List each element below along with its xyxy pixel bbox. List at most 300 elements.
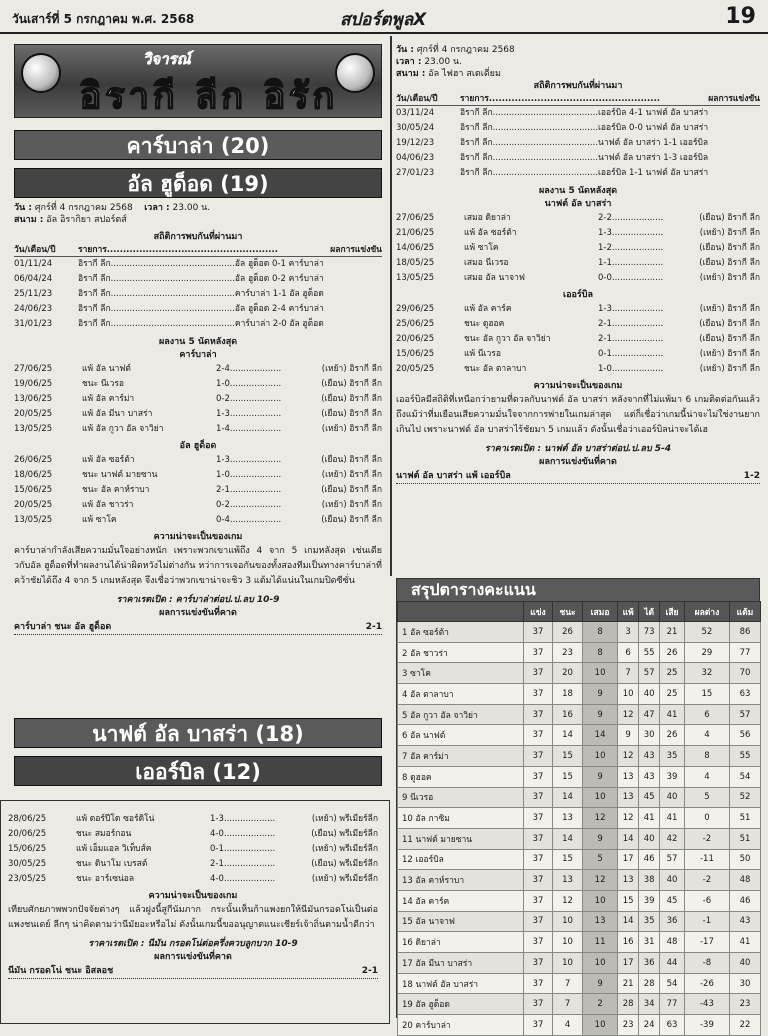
form-venue: (เหย้า) อิรากี ลีก <box>699 349 760 359</box>
h2h-result: อิรากี ลีก.......................................เออร์บิล 1-1 นาฟต์ อัล บาสร่า <box>460 168 709 178</box>
standings-cell: 12 <box>618 746 639 767</box>
match-date-time: วัน : ศุกร์ที่ 4 กรกฎาคม 2568 เวลา : 23.00 น. <box>14 203 211 213</box>
form-row <box>14 407 382 422</box>
standings-cell: 70 <box>729 663 760 684</box>
standings-cell: 9 <box>583 704 618 725</box>
form-opponent: แพ้ อัล นาฟต์ <box>82 364 131 374</box>
form-row <box>396 241 760 256</box>
standings-cell: 47 <box>639 704 660 725</box>
h2h-date: 30/05/24 <box>396 123 435 133</box>
form-venue: (เหย้า) อิรากี ลีก <box>321 364 382 374</box>
standings-cell: 73 <box>639 622 660 643</box>
standings-cell: 15 <box>618 890 639 911</box>
standings-cell: -2 <box>684 870 729 891</box>
form-date: 26/06/25 <box>14 455 53 465</box>
standings-cell: 25 <box>660 684 685 705</box>
issue-date: วันเสาร์ที่ 5 กรกฎาคม พ.ศ. 2568 <box>12 12 195 26</box>
standings-cell: 52 <box>684 622 729 643</box>
form-score: 0-1................... <box>210 844 276 854</box>
standings-col-header: เสมอ <box>583 602 618 622</box>
standings-row <box>398 725 761 746</box>
opening-odds: ราคาเรตเปิด : คาร์บาล่าต่อป.ป.ลบ 10-9 <box>116 595 280 605</box>
standings-cell: 7 <box>552 973 582 994</box>
standings-team: 15 อัล นาจาฟ <box>398 911 524 932</box>
standings-cell: 44 <box>660 953 685 974</box>
standings-cell: 8 <box>684 746 729 767</box>
form-date: 23/05/25 <box>8 874 47 884</box>
standings-cell: 26 <box>552 622 582 643</box>
standings-col-header: ผลต่าง <box>684 602 729 622</box>
h2h-row <box>14 257 382 272</box>
standings-cell: -11 <box>684 849 729 870</box>
match-date: วัน : ศุกร์ที่ 4 กรกฎาคม 2568 <box>396 45 515 55</box>
standings-cell: 37 <box>524 849 553 870</box>
h2h-date: 03/11/24 <box>396 108 435 118</box>
banner-title: อิรากี ลีก อิรัก <box>79 76 339 117</box>
form-score: 1-1................... <box>598 258 664 268</box>
standings-team: 1 อัล ซอร์ต้า <box>398 622 524 643</box>
form-opponent: แพ้ อัล ซอร์ต้า <box>82 455 135 465</box>
form-date: 20/05/25 <box>14 409 53 419</box>
standings-cell: 55 <box>729 746 760 767</box>
form-venue: (เยือน) อิรากี ลีก <box>699 334 760 344</box>
standings-cell: 8 <box>583 622 618 643</box>
form-score: 0-2................... <box>216 394 282 404</box>
standings-cell: 40 <box>639 828 660 849</box>
standings-cell: 13 <box>552 808 582 829</box>
standings-cell: 37 <box>524 1015 553 1036</box>
standings-cell: 46 <box>729 890 760 911</box>
standings-cell: 37 <box>524 808 553 829</box>
h2h-date: 04/06/23 <box>396 153 435 163</box>
column-divider <box>390 36 392 576</box>
standings-cell: 30 <box>639 725 660 746</box>
publication-logo: สปอร์ตพูลX <box>340 10 427 30</box>
standings-cell: 10 <box>583 890 618 911</box>
form-row <box>396 226 760 241</box>
away-form-list <box>14 453 382 528</box>
form-venue: (เหย้า) อิรากี ลีก <box>321 470 382 480</box>
standings-team: 6 อัล นาฟต์ <box>398 725 524 746</box>
standings-col-header: ชนะ <box>552 602 582 622</box>
away-form-title: เออร์บิล <box>563 290 593 300</box>
standings-row <box>398 932 761 953</box>
form-score: 1-3................... <box>598 228 664 238</box>
form-opponent: ชนะ ดินาโม เบรสต์ <box>76 859 148 869</box>
form-venue: (เหย้า) พรีเมียร์ลีก <box>311 874 378 884</box>
standings-cell: 41 <box>729 932 760 953</box>
form-date: 19/06/25 <box>14 379 53 389</box>
match2-block <box>396 44 760 484</box>
h2h-row <box>396 121 760 136</box>
standings-cell: 16 <box>552 704 582 725</box>
home-team-bar: คาร์บาล่า (20) <box>14 130 382 160</box>
standings-team: 12 เออร์บิล <box>398 849 524 870</box>
prediction: คาร์บาล่า ชนะ อัล ฮูด็อด 2-1 <box>14 620 382 635</box>
h2h-result: อิรากี ลีก..............................................คาร์บาล่า 2-0 อัล ฮูด็อด <box>78 319 324 329</box>
form-opponent: ชนะ ดูฮอค <box>464 319 505 329</box>
form-score: 1-4................... <box>216 424 282 434</box>
form-score: 1-2................... <box>598 243 664 253</box>
standings-row <box>398 642 761 663</box>
standings-cell: 28 <box>639 973 660 994</box>
standings-cell: 6 <box>684 704 729 725</box>
standings-cell: -17 <box>684 932 729 953</box>
h2h-date: 01/11/24 <box>14 259 53 269</box>
form-opponent: แพ้ อัล กูวา อัล จาวิย่า <box>82 424 164 434</box>
form-title: ผลงาน 5 นัดหลังสุด <box>538 186 618 196</box>
standings-col-header: เสีย <box>660 602 685 622</box>
form-date: 21/06/25 <box>396 228 435 238</box>
standings-cell: 10 <box>552 911 582 932</box>
form-opponent: ชนะ อัล ตาลาบา <box>464 364 527 374</box>
form-date: 20/06/25 <box>8 829 47 839</box>
opening-odds: ราคาเรตเปิด : นาฟต์ อัล บาสร่าต่อป.ป.ลบ 5-4 <box>484 444 672 454</box>
standings-cell: 7 <box>618 663 639 684</box>
standings-cell: 63 <box>729 684 760 705</box>
standings-cell: 4 <box>684 766 729 787</box>
form-opponent: แพ้ อัล คาร์ม่า <box>82 394 135 404</box>
prediction-title: ผลการแข่งขันที่คาด <box>539 457 617 467</box>
form-score: 2-2................... <box>598 213 664 223</box>
form-date: 27/06/25 <box>14 364 53 374</box>
form-row <box>396 256 760 271</box>
form-row <box>14 392 382 407</box>
form-opponent: ชนะ อัล กูวา อัล จาวิย่า <box>464 334 551 344</box>
standings-cell: 43 <box>729 911 760 932</box>
standings-cell: 40 <box>660 870 685 891</box>
standings-cell: 10 <box>552 932 582 953</box>
standings-team: 18 นาฟต์ อัล บาสร่า <box>398 973 524 994</box>
standings-cell: 10 <box>552 953 582 974</box>
h2h-date: 24/06/23 <box>14 304 53 314</box>
standings-cell: 9 <box>583 766 618 787</box>
form-row <box>396 302 760 317</box>
form-row <box>8 842 378 857</box>
standings-cell: 34 <box>639 994 660 1015</box>
standings-cell: 28 <box>618 994 639 1015</box>
form-opponent: เสมอ นีเวรอ <box>464 258 509 268</box>
league-banner <box>14 44 382 118</box>
form-row <box>14 422 382 437</box>
standings-cell: 14 <box>618 911 639 932</box>
standings-cell: 10 <box>583 663 618 684</box>
standings-cell: 37 <box>524 684 553 705</box>
standings-cell: 0 <box>684 808 729 829</box>
standings-row <box>398 663 761 684</box>
form-row <box>14 377 382 392</box>
standings-cell: 37 <box>524 994 553 1015</box>
standings-cell: 23 <box>618 1015 639 1036</box>
standings-cell: -39 <box>684 1015 729 1036</box>
standings-cell: 26 <box>660 725 685 746</box>
h2h-row <box>396 136 760 151</box>
standings-header-row <box>398 602 761 622</box>
form-row <box>14 453 382 468</box>
standings-row <box>398 622 761 643</box>
standings-cell: 15 <box>552 746 582 767</box>
standings-cell: 14 <box>618 828 639 849</box>
h2h-row <box>14 302 382 317</box>
standings-row <box>398 684 761 705</box>
analysis-text: เทียบศักยภาพพวกปัจจัยต่างๆ แล้วฝูงนี้สูกีนัมภาก กระนั้นเห็นก้าแพงยกให้นีมันกรอดโน่เป็นต่อแพงชนเดย์ ลีกๆ น่าคิดตามว่านีมัยอะหรือไม่ ดังนั้นเกมนี้ขออนุญาตแนะเชียร์เจ้าถิ่นตามน้ำดีกว่า <box>8 905 378 930</box>
form-venue: (เยือน) อิรากี ลีก <box>321 515 382 525</box>
prediction: นาฟต์ อัล บาสร่า แพ้ เออร์บิล 1-2 <box>396 469 760 484</box>
standings-cell: 37 <box>524 746 553 767</box>
form-opponent: แพ้ เอ็มแอล วิเท็บส์ค <box>76 844 152 854</box>
form-row <box>396 317 760 332</box>
match-venue: สนาม : อัล ไฟฮา สเตเดี่ยม <box>396 69 501 79</box>
form-opponent: แพ้ นีเวรอ <box>464 349 501 359</box>
h2h-result: อิรากี ลีก..............................................อัล ฮูด็อด 0-1 คาร์บาล่า <box>78 259 324 269</box>
standings-cell: 41 <box>660 808 685 829</box>
standings-cell: 3 <box>618 622 639 643</box>
match-venue: สนาม : อัล อิรากิยา สปอร์ตส์ <box>14 215 127 225</box>
h2h-date: 06/04/24 <box>14 274 53 284</box>
standings-cell: 54 <box>660 973 685 994</box>
form-opponent: แพ้ อัล ชาวร่า <box>82 500 134 510</box>
standings-cell: 48 <box>660 932 685 953</box>
form-list <box>8 812 378 887</box>
form-date: 14/06/25 <box>396 243 435 253</box>
away-team-bar: อัล ฮูด็อด (19) <box>14 168 382 198</box>
standings-cell: 15 <box>552 766 582 787</box>
form-date: 30/05/25 <box>8 859 47 869</box>
form-score: 2-1................... <box>210 859 276 869</box>
h2h-list <box>14 257 382 332</box>
home-form-title: คาร์บาล่า <box>179 350 217 360</box>
standings-col-header: แต้ม <box>729 602 760 622</box>
h2h-result: อิรากี ลีก..............................................อัล ฮูด็อด 2-4 คาร์บาล่า <box>78 304 324 314</box>
form-venue: (เหย้า) พรีเมียร์ลีก <box>311 844 378 854</box>
standings-row <box>398 890 761 911</box>
form-date: 20/05/25 <box>14 500 53 510</box>
form-row <box>396 211 760 226</box>
standings-row <box>398 994 761 1015</box>
h2h-row <box>14 272 382 287</box>
standings-team: 9 นีเวรอ <box>398 787 524 808</box>
standings-cell: 9 <box>583 973 618 994</box>
match1-block <box>14 202 382 635</box>
form-venue: (เหย้า) อิรากี ลีก <box>321 424 382 434</box>
standings-cell: 9 <box>583 828 618 849</box>
standings-cell: 39 <box>660 766 685 787</box>
form-date: 15/06/25 <box>8 844 47 854</box>
form-date: 18/05/25 <box>396 258 435 268</box>
form-row <box>14 362 382 377</box>
standings-cell: 37 <box>524 766 553 787</box>
form-row <box>14 468 382 483</box>
standings-cell: -6 <box>684 890 729 911</box>
standings-team: 4 อัล ตาลาบา <box>398 684 524 705</box>
standings-cell: 41 <box>660 704 685 725</box>
standings-team: 14 อัล คาร์ค <box>398 890 524 911</box>
standings-cell: 9 <box>618 725 639 746</box>
h2h-result: อิรากี ลีก..............................................คาร์บาล่า 1-1 อัล ฮูด็อด <box>78 289 324 299</box>
form-venue: (เหย้า) อิรากี ลีก <box>699 364 760 374</box>
form-opponent: แพ้ อัล คาร์ค <box>464 304 512 314</box>
prediction: นีมัน กรอดโน่ ชนะ อิสลอช 2-1 <box>8 964 378 979</box>
standings-cell: 57 <box>660 849 685 870</box>
form-row <box>8 827 378 842</box>
form-venue: (เหย้า) อิรากี ลีก <box>699 304 760 314</box>
standings-col-header: แพ้ <box>618 602 639 622</box>
standings-cell: 48 <box>729 870 760 891</box>
h2h-result: อิรากี ลีก.......................................นาฟต์ อัล บาสร่า 1-3 เออร์บิล <box>460 153 709 163</box>
form-venue: (เหย้า) อิรากี ลีก <box>699 228 760 238</box>
standings-cell: 29 <box>684 642 729 663</box>
form-row <box>8 857 378 872</box>
standings-cell: 54 <box>729 766 760 787</box>
form-date: 28/06/25 <box>8 814 47 824</box>
standings-cell: 37 <box>524 642 553 663</box>
form-score: 0-1................... <box>598 349 664 359</box>
standings-cell: 23 <box>552 642 582 663</box>
standings-cell: 32 <box>684 663 729 684</box>
h2h-row <box>396 166 760 181</box>
standings-row <box>398 1015 761 1036</box>
form-date: 18/06/25 <box>14 470 53 480</box>
standings-cell: 20 <box>552 663 582 684</box>
standings-cell: 41 <box>639 808 660 829</box>
standings-cell: 45 <box>639 787 660 808</box>
standings-cell: 37 <box>524 870 553 891</box>
standings-cell: 37 <box>524 911 553 932</box>
form-score: 1-0................... <box>216 470 282 480</box>
standings-cell: 13 <box>618 766 639 787</box>
standings-cell: 10 <box>583 787 618 808</box>
standings-cell: 12 <box>618 808 639 829</box>
form-venue: (เยือน) พรีเมียร์ลีก <box>311 829 378 839</box>
banner-subtitle: วิจารณ์ <box>143 50 191 68</box>
h2h-header: วัน/เดือน/ปี รายการ..................................................... ผลการแข่งขัน <box>14 245 382 255</box>
standings-cell: 35 <box>639 911 660 932</box>
standings-cell: 42 <box>660 828 685 849</box>
away-form-title: อัล ฮูด็อด <box>179 441 217 451</box>
form-row <box>396 362 760 377</box>
standings-cell: 13 <box>618 870 639 891</box>
form-opponent: แพ้ ซาโค <box>82 515 117 525</box>
form-date: 13/05/25 <box>14 515 53 525</box>
h2h-row <box>14 317 382 332</box>
form-venue: (เยือน) อิรากี ลีก <box>699 258 760 268</box>
standings-cell: 37 <box>524 932 553 953</box>
form-venue: (เยือน) อิรากี ลีก <box>699 319 760 329</box>
form-score: 0-4................... <box>216 515 282 525</box>
standings-cell: 23 <box>729 994 760 1015</box>
standings-body <box>398 622 761 1036</box>
standings-cell: -1 <box>684 911 729 932</box>
standings-cell: 18 <box>552 684 582 705</box>
analysis-title: ความน่าจะเป็นของเกม <box>148 891 238 901</box>
form-score: 2-1................... <box>598 334 664 344</box>
standings-col-header: แข่ง <box>524 602 553 622</box>
form-score: 1-3................... <box>216 409 282 419</box>
form-venue: (เยือน) อิรากี ลีก <box>699 243 760 253</box>
standings-col-header <box>398 602 524 622</box>
home-form-list <box>396 211 760 286</box>
standings-cell: 40 <box>729 953 760 974</box>
standings-cell: 38 <box>639 870 660 891</box>
standings-cell: 12 <box>552 890 582 911</box>
form-venue: (เยือน) อิรากี ลีก <box>321 379 382 389</box>
standings-cell: 5 <box>684 787 729 808</box>
h2h-row <box>396 106 760 121</box>
standings-cell: 35 <box>660 746 685 767</box>
standings-cell: 30 <box>729 973 760 994</box>
standings-row <box>398 870 761 891</box>
form-date: 15/06/25 <box>14 485 53 495</box>
h2h-date: 27/01/23 <box>396 168 435 178</box>
standings-team: 2 อัล ชาวร่า <box>398 642 524 663</box>
standings-team: 7 อัล คาร์ม่า <box>398 746 524 767</box>
form-opponent: เสมอ อัล นาจาฟ <box>464 273 525 283</box>
standings-cell: 13 <box>583 911 618 932</box>
form-row <box>396 347 760 362</box>
form-row <box>8 812 378 827</box>
standings-cell: 14 <box>552 787 582 808</box>
standings-cell: 21 <box>660 622 685 643</box>
form-date: 20/06/25 <box>396 334 435 344</box>
analysis-text: คาร์บาล่ากำลังเสียความมั่นใจอย่างหนัก เพราะพวกเขาแพ้ถึง 4 จาก 5 เกมหลังสุด เช่นเดียวกับอัล ฮูด็อดที่ทำผลงานได้น่าผิดหวังไม่ต่างกัน หว่าการเจอกันของทั้งสองทีมเป็นทางคาร์บาล่าที่คว้าชัยได้ถึง 4 จาก 5 เกมหลังสุด จึงเชื่อว่าพวกเขาน่าจะชิว 3 แต้มได้แน่นในเกมปิดซีซั่น <box>14 546 382 586</box>
form-score: 1-3................... <box>210 814 276 824</box>
standings-cell: 17 <box>618 953 639 974</box>
prediction-title: ผลการแข่งขันที่คาด <box>159 608 237 618</box>
form-row <box>14 498 382 513</box>
standings-title: สรุปตารางคะแนน <box>397 579 759 601</box>
standings-cell: 15 <box>684 684 729 705</box>
form-date: 13/05/25 <box>14 424 53 434</box>
standings-col-header: ได้ <box>639 602 660 622</box>
home-form-list <box>14 362 382 437</box>
form-score: 1-0................... <box>216 379 282 389</box>
standings-cell: 57 <box>639 663 660 684</box>
form-score: 2-1................... <box>598 319 664 329</box>
form-score: 1-3................... <box>598 304 664 314</box>
standings-row <box>398 953 761 974</box>
standings-cell: 21 <box>618 973 639 994</box>
standings-cell: 51 <box>729 808 760 829</box>
standings-cell: 52 <box>729 787 760 808</box>
standings-cell: 39 <box>639 890 660 911</box>
standings-team: 13 อัล คาห์ราบา <box>398 870 524 891</box>
form-venue: (เหย้า) อิรากี ลีก <box>321 500 382 510</box>
football-icon <box>21 53 61 93</box>
standings-team: 8 ดูฮอค <box>398 766 524 787</box>
standings-cell: -26 <box>684 973 729 994</box>
standings-team: 5 อัล กูวา อัล จาวิย่า <box>398 704 524 725</box>
form-date: 13/06/25 <box>14 394 53 404</box>
form-date: 20/05/25 <box>396 364 435 374</box>
standings-cell: 2 <box>583 994 618 1015</box>
standings-cell: 86 <box>729 622 760 643</box>
form-venue: (เยือน) อิรากี ลีก <box>321 455 382 465</box>
standings-row <box>398 828 761 849</box>
standings-cell: 37 <box>524 663 553 684</box>
standings-team: 3 ซาโค <box>398 663 524 684</box>
standings-cell: 24 <box>639 1015 660 1036</box>
standings-cell: 12 <box>583 808 618 829</box>
form-venue: (เยือน) อิรากี ลีก <box>321 409 382 419</box>
standings-row <box>398 704 761 725</box>
standings-cell: 8 <box>583 642 618 663</box>
form-row <box>14 513 382 528</box>
form-opponent: ชนะ นีเวรอ <box>82 379 125 389</box>
analysis-text: เออร์บิลมีสถิติที่เหนือกว่ายามที่ดวลกับนาฟต์ อัล บาสร่า หลังจากที่ไม่แพ้มา 6 เกมติดต่อกันแล้ว ถึงแม้ว่าที่มเยือนเสียความมั่นใจจากการพ่ายในเกมล่าสุด แต่ก็เชื่อว่าเกมนี้น่าจะไม่ใช่งานยากเกินไป เพราะนาฟต์ อัล บาสร่าไร้ชัยมา 5 เกมแล้ว ดังนั้นเชื่อว่าเออร์บิลน่าจะได้เฮ <box>396 395 760 435</box>
standings-team: 16 ดิยาล่า <box>398 932 524 953</box>
form-venue: (เยือน) อิรากี ลีก <box>321 394 382 404</box>
form-opponent: ชนะ อาร์เซน่อล <box>76 874 135 884</box>
